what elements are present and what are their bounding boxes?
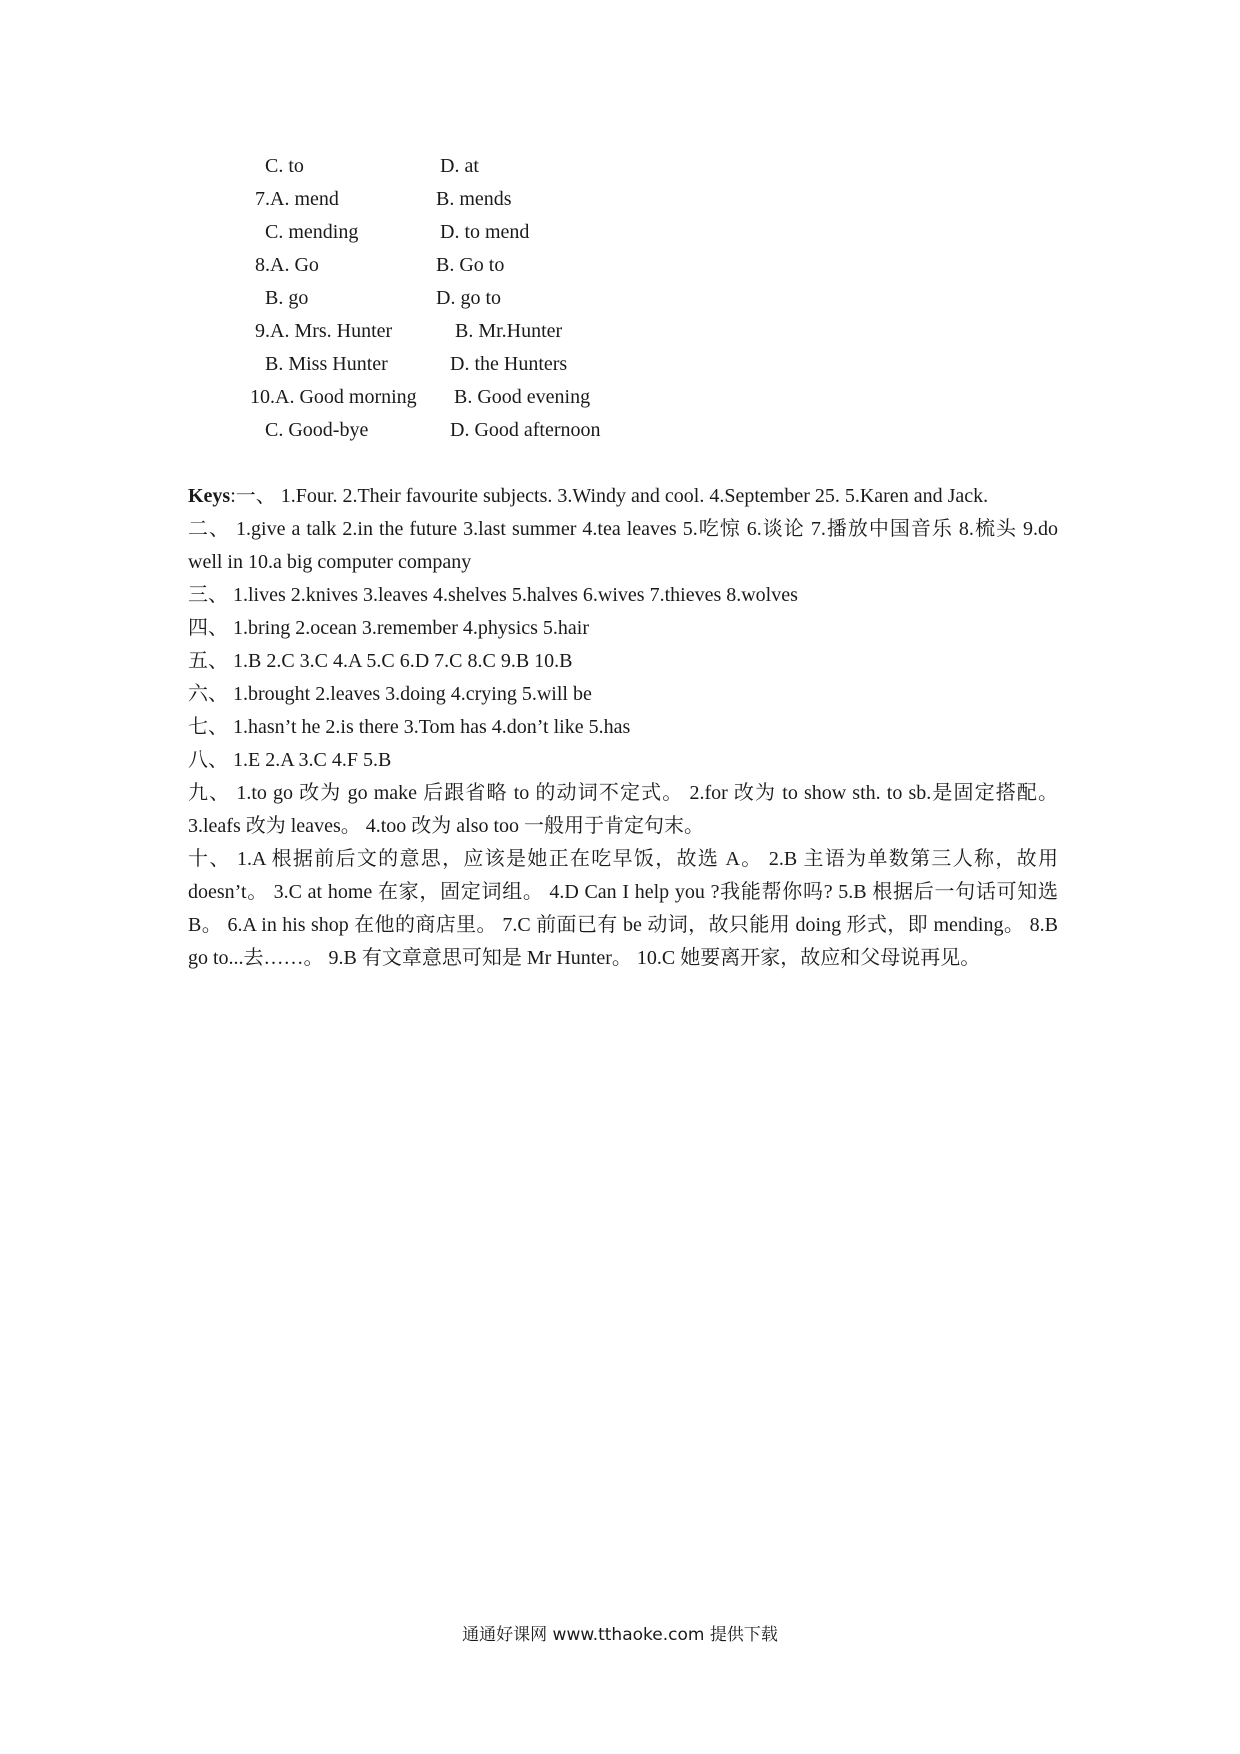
keys-label: Keys: [188, 485, 231, 507]
option-a: C. mending: [265, 221, 359, 243]
option-b: B. Mr.Hunter: [455, 320, 563, 342]
option-b: D. go to: [436, 287, 501, 309]
option-a: C. to: [265, 155, 304, 177]
keys-line: 八、 1.E 2.A 3.C 4.F 5.B: [188, 749, 392, 771]
option-a: 8.A. Go: [255, 254, 319, 276]
option-b: D. Good afternoon: [450, 419, 601, 441]
keys-line: 三、 1.lives 2.knives 3.leaves 4.shelves 5.halves 6.wives 7.thieves 8.wolves: [188, 584, 798, 606]
option-b: B. Good evening: [454, 386, 591, 408]
keys-line: [188, 480, 1058, 513]
keys-line: 四、 1.bring 2.ocean 3.remember 4.physics 5.hair: [188, 617, 590, 639]
answer-keys: [188, 480, 1058, 975]
option-b: B. Go to: [436, 254, 505, 276]
keys-line: 六、 1.brought 2.leaves 3.doing 4.crying 5.will be: [188, 683, 592, 705]
option-b: B. mends: [436, 188, 512, 210]
option-a: 9.A. Mrs. Hunter: [255, 320, 393, 342]
option-b: D. the Hunters: [450, 353, 568, 375]
option-a: B. Miss Hunter: [265, 353, 388, 375]
keys-line: 九、 1.to go 改为 go make 后跟省略 to 的动词不定式。 2.for 改为 to show sth. to sb.是固定搭配。 3.leafs 改为 leaves。 4.too 改为 also too 一般用于肯定句末。: [188, 782, 1058, 837]
option-b: D. at: [440, 155, 479, 177]
option-a: C. Good-bye: [265, 419, 369, 441]
keys-line: 七、 1.hasn’t he 2.is there 3.Tom has 4.don’t like 5.has: [188, 716, 631, 738]
page-footer: 通通好课网 www.tthaoke.com 提供下载: [462, 1625, 778, 1645]
option-a: 10.A. Good morning: [250, 386, 417, 408]
keys-line: 十、 1.A 根据前后文的意思，应该是她正在吃早饭，故选 A。 2.B 主语为单数第三人称，故用 doesn’t。 3.C at home 在家，固定词组。 4.D Can I help you ?我能帮你吗? 5.B 根据后一句话可知选 B。 6.A in his shop 在他的商店里。 7.C 前面已有 be 动词，故只能用 doing 形式，即 mending。 8.B go to...去……。 9.B 有文章意思可知是 Mr Hunter。 10.C 她要离开家，故应和父母说再见。: [188, 848, 1058, 969]
keys-line: 五、 1.B 2.C 3.C 4.A 5.C 6.D 7.C 8.C 9.B 10.B: [188, 650, 573, 672]
option-a: B. go: [265, 287, 309, 309]
option-b: D. to mend: [440, 221, 530, 243]
keys-text: :一、 1.Four. 2.Their favourite subjects. 3.Windy and cool. 4.September 25. 5.Karen and Jack.: [230, 485, 989, 507]
keys-line: 二、 1.give a talk 2.in the future 3.last summer 4.tea leaves 5.吃惊 6.谈论 7.播放中国音乐 8.梳头 9.do well in 10.a big computer company: [188, 518, 1058, 573]
option-a: 7.A. mend: [255, 188, 339, 210]
